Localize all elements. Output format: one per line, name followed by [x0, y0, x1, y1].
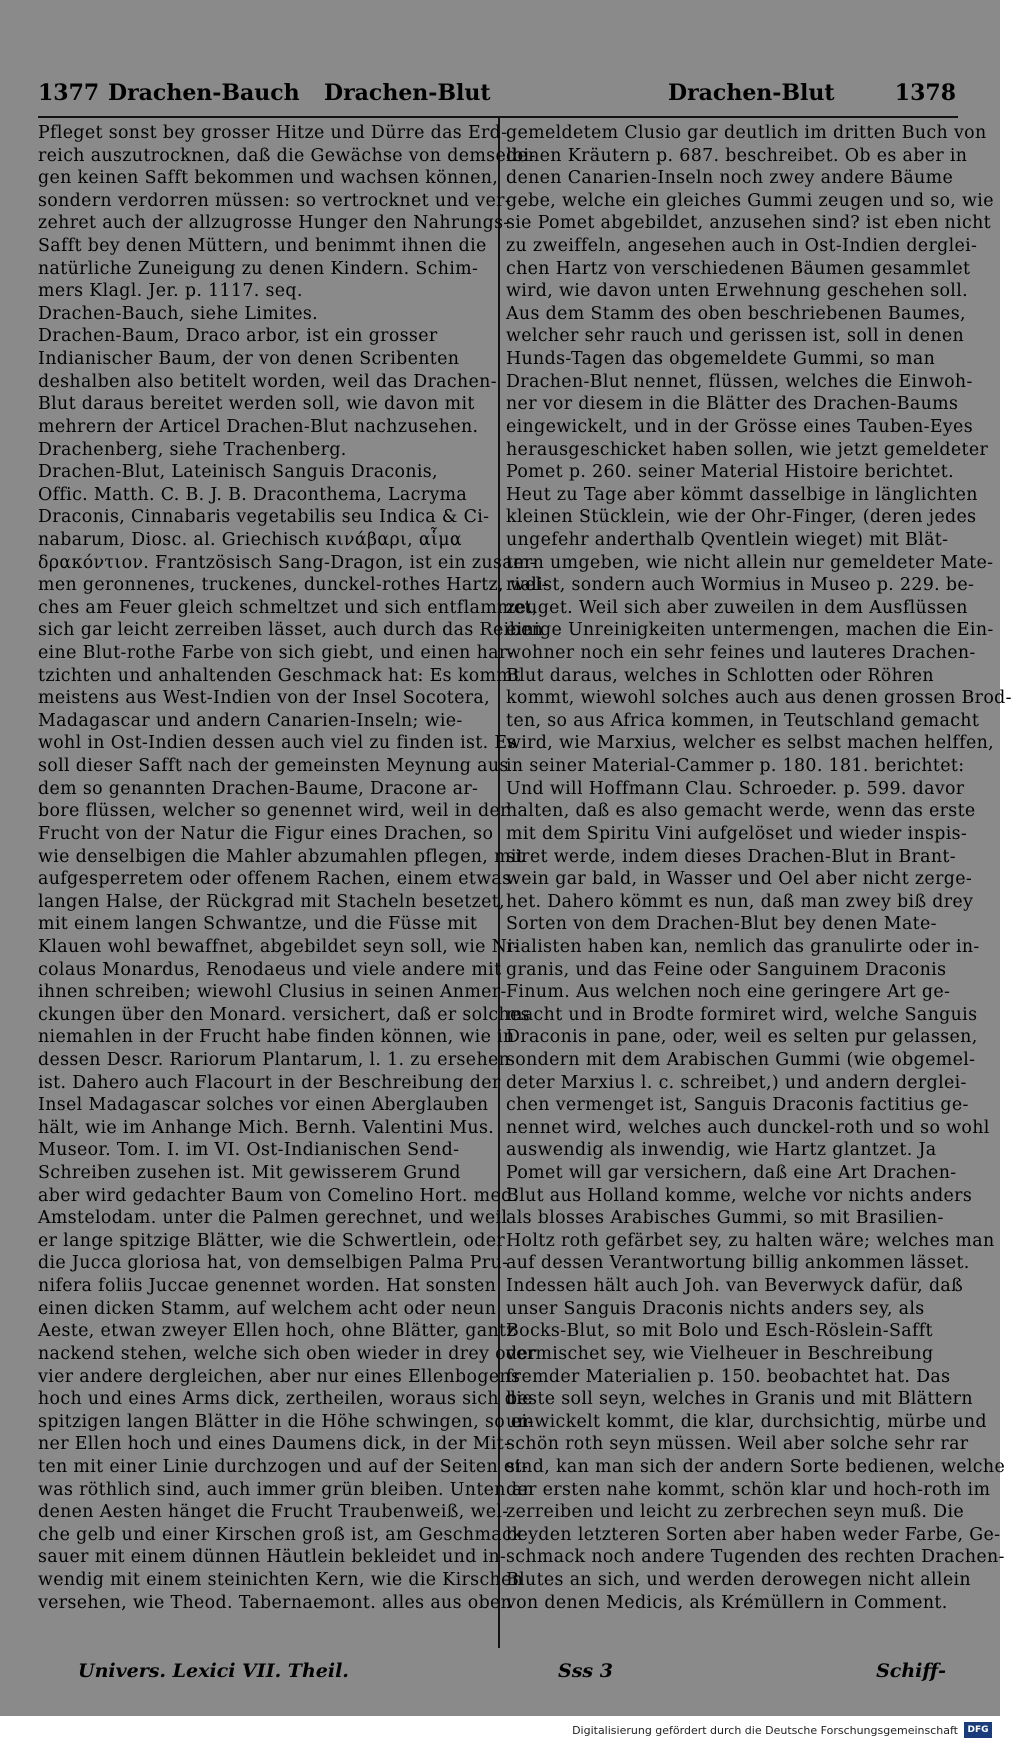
text-line: Klauen wohl bewaffnet, abgebildet seyn soll, wie Ni- [38, 936, 520, 957]
text-line: men geronnenes, truckenes, dunckel-rothes Hartz, wel- [38, 575, 548, 596]
left-header-word: Drachen-Bauch [108, 80, 300, 106]
text-line: kommt, wiewohl solches auch aus denen grossen Brod- [506, 688, 1012, 709]
text-line: halten, daß es also gemacht werde, wenn das erste [506, 801, 976, 822]
text-line: chen Hartz von verschiedenen Bäumen gesammlet [506, 258, 971, 279]
left-page-number: 1377 [38, 80, 100, 106]
text-line: schmack noch andere Tugenden des rechten Drachen- [506, 1547, 1005, 1568]
text-line: denen Kräutern p. 687. beschreibet. Ob es aber in [506, 145, 968, 166]
text-line: Aeste, etwan zweyer Ellen hoch, ohne Blätter, gantz [38, 1321, 516, 1342]
text-line: langen Halse, der Rückgrad mit Stacheln besetzet, [38, 891, 505, 912]
text-line: granis, und das Feine oder Sanguinem Draconis [506, 959, 947, 980]
text-line: beste soll seyn, welches in Granis und mit Blättern [506, 1389, 973, 1410]
credit-bar [0, 1716, 1000, 1746]
text-line: auf dessen Verantwortung billig ankommen lässet. [506, 1253, 970, 1274]
right-page-number: 1378 [894, 80, 956, 106]
text-line: Und will Hoffmann Clau. Schroeder. p. 599. davor [506, 778, 965, 799]
text-line: Pomet will gar versichern, daß eine Art Drachen- [506, 1163, 957, 1184]
text-line: ckungen über den Monard. versichert, daß er solches [38, 1004, 530, 1025]
text-line: dem so genannten Drachen-Baume, Dracone ar- [38, 778, 479, 799]
text-line: wird, wie Marxius, welcher es selbst machen helffen, [506, 733, 995, 754]
text-line: chen vermenget ist, Sanguis Draconis factitius ge- [506, 1095, 969, 1116]
text-line: Sorten von dem Drachen-Blut bey denen Mate- [506, 914, 937, 935]
text-line: ihnen schreiben; wiewohl Clusius in seinen Anmer- [38, 982, 507, 1003]
text-line: wird, wie davon unten Erwehnung geschehen soll. [506, 281, 968, 302]
text-line: auswendig als inwendig, wie Hartz glantzet. Ja [506, 1140, 937, 1161]
text-line: ner Ellen hoch und eines Daumens dick, in der Mit- [38, 1434, 511, 1455]
text-line: aber wird gedachter Baum von Comelino Hort. med. [38, 1185, 519, 1206]
dfg-logo: DFG [964, 1722, 992, 1738]
signature-mark: Sss 3 [558, 1660, 613, 1682]
text-line: Heut zu Tage aber kömmt dasselbige in länglichten [506, 484, 978, 505]
text-line: ten, so aus Africa kommen, in Teutschland gemacht [506, 710, 980, 731]
text-line: sind, kan man sich der andern Sorte bedienen, welche [506, 1456, 1006, 1477]
right-header-word: Drachen-Blut [668, 80, 835, 106]
text-line: Madagascar und andern Canarien-Inseln; wie- [38, 710, 463, 731]
text-line: natürliche Zuneigung zu denen Kindern. Schim- [38, 258, 479, 279]
text-line: Museor. Tom. I. im VI. Ost-Indianischen Send- [38, 1140, 460, 1161]
text-line: Drachen-Baum, Draco arbor, ist ein grosser [38, 326, 438, 347]
text-line: nabarum, Diosc. al. Griechisch κινάβαρι, αἷμα [38, 529, 462, 550]
text-line: siret werde, indem dieses Drachen-Blut in Brant- [506, 846, 956, 867]
text-line: sondern verdorren müssen: so vertrocknet und ver- [38, 190, 511, 211]
text-line: in seiner Material-Cammer p. 180. 181. berichtet: [506, 756, 965, 777]
credit-text: Digitalisierung gefördert durch die Deutsche Forschungsgemeinschaft [572, 1724, 958, 1737]
signature-line: Univers. Lexici VII. Theil. [78, 1660, 349, 1682]
text-line: ches am Feuer gleich schmeltzet und sich entflammet, [38, 597, 538, 618]
text-line: Pfleget sonst bey grosser Hitze und Dürre das Erd- [38, 123, 508, 143]
text-line: Indessen hält auch Joh. van Beverwyck dafür, daß [506, 1276, 964, 1297]
text-line: tern umgeben, wie nicht allein nur gemeldeter Mate- [506, 552, 994, 573]
text-line: Pomet p. 260. seiner Material Histoire berichtet. [506, 462, 954, 483]
text-line: zehret auch der allzugrosse Hunger den Nahrungs- [38, 213, 510, 234]
text-line: ungefehr anderthalb Qventlein wieget) mit Blät- [506, 529, 949, 550]
text-line: ten mit einer Linie durchzogen und auf der Seiten et- [38, 1456, 529, 1477]
text-line: Draconis in pane, oder, weil es selten pur gelassen, [506, 1027, 978, 1048]
text-line: deter Marxius l. c. schreibet,) und andern derglei- [506, 1072, 967, 1093]
text-line: nackend stehen, welche sich oben wieder in drey oder [38, 1343, 537, 1364]
text-line: δρακόντιον. Frantzösisch Sang-Dragon, ist ein zusam- [38, 552, 537, 573]
text-line: wie denselbigen die Mahler abzumahlen pflegen, mit [38, 846, 525, 867]
text-line: aufgesperretem oder offenem Rachen, einem etwas [38, 869, 512, 890]
text-line: nennet wird, welches auch dunckel-roth und so wohl [506, 1117, 990, 1138]
catchword: Schiff- [876, 1660, 946, 1682]
text-line: sondern mit dem Arabischen Gummi (wie obgemel- [506, 1049, 976, 1070]
text-line: was röthlich sind, auch immer grün bleiben. Unten an [38, 1479, 534, 1500]
text-line: Finum. Aus welchen noch eine geringere Art ge- [506, 982, 951, 1003]
text-line: Amstelodam. unter die Palmen gerechnet, und weil [38, 1208, 508, 1229]
text-line: macht und in Brodte formiret wird, welche Sanguis [506, 1004, 978, 1025]
text-line: sich gar leicht zerreiben lässet, auch durch das Reiben [38, 620, 544, 641]
text-line: fremder Materialien p. 150. beobachtet hat. Das [506, 1366, 951, 1387]
text-line: Frucht von der Natur die Figur eines Drachen, so [38, 823, 494, 844]
text-line: von denen Medicis, als Krémüllern in Comment. [506, 1592, 948, 1613]
text-line: mers Klagl. Jer. p. 1117. seq. [38, 281, 303, 302]
text-line: Aus dem Stamm des oben beschriebenen Baumes, [506, 303, 966, 324]
text-line: Bocks-Blut, so mit Bolo und Esch-Röslein-Safft [506, 1321, 933, 1342]
text-line: sauer mit einem dünnen Häutlein bekleidet und in- [38, 1547, 507, 1568]
text-line: zeuget. Weil sich aber zuweilen in dem Ausflüssen [506, 597, 968, 618]
text-line: mit dem Spiritu Vini aufgelöset und wieder inspis- [506, 823, 968, 844]
text-line: die Jucca gloriosa hat, von demselbigen Palma Pru- [38, 1253, 509, 1274]
text-line: ner vor diesem in die Blätter des Drachen-Baums [506, 394, 959, 415]
text-line: welcher sehr rauch und gerissen ist, soll in denen [506, 326, 965, 347]
text-line: beyden letzteren Sorten aber haben weder Farbe, Ge- [506, 1524, 1001, 1545]
text-line: rialisten haben kan, nemlich das granulirte oder in- [506, 936, 980, 957]
text-line: meistens aus West-Indien von der Insel Socotera, [38, 688, 490, 709]
text-line: einen dicken Stamm, auf welchem acht oder neun [38, 1298, 497, 1319]
text-line: herausgeschicket haben sollen, wie jetzt gemeldeter [506, 439, 989, 460]
text-line: wein gar bald, in Wasser und Oel aber nicht zerge- [506, 869, 973, 890]
text-line: Blutes an sich, und werden derowegen nicht allein [506, 1570, 971, 1590]
text-line: rialist, sondern auch Wormius in Museo p. 229. be- [506, 575, 975, 596]
text-line: colaus Monardus, Renodaeus und viele andere mit [38, 959, 502, 980]
text-line: versehen, wie Theod. Tabernaemont. alles aus oben [38, 1592, 513, 1613]
text-line: eingewickelt, und in der Grösse eines Tauben-Eyes [506, 416, 973, 437]
text-line: Blut daraus, welches in Schlotten oder Röhren [506, 665, 934, 686]
text-line: Insel Madagascar solches vor einen Aberglauben [38, 1095, 489, 1116]
text-line: reich auszutrocknen, daß die Gewächse von demselbi- [38, 145, 536, 166]
text-line: soll dieser Safft nach der gemeinsten Meynung aus [38, 756, 509, 777]
text-line: unser Sanguis Draconis nichts anders sey, als [506, 1298, 925, 1319]
text-line: denen Aesten hänget die Frucht Traubenweiß, wel- [38, 1502, 509, 1523]
text-line: vier andere dergleichen, aber nur eines Ellenbogens [38, 1366, 521, 1387]
text-line: zu zweiffeln, angesehen auch in Ost-Indien derglei- [506, 236, 978, 257]
text-line: Hunds-Tagen das obgemeldete Gummi, so man [506, 349, 936, 370]
text-line: Blut daraus bereitet werden soll, wie davon mit [38, 394, 475, 415]
text-line: Drachen-Blut, Lateinisch Sanguis Draconis, [38, 462, 438, 483]
text-line: che gelb und einer Kirschen groß ist, am Geschmack [38, 1524, 523, 1545]
text-line: der ersten nahe kommt, schön klar und hoch-roth im [506, 1479, 991, 1500]
text-line: Safft bey denen Müttern, und benimmt ihnen die [38, 236, 487, 257]
text-line: wendig mit einem steinichten Kern, wie die Kirschen [38, 1570, 524, 1590]
text-line: Drachen-Bauch, siehe Limites. [38, 303, 319, 324]
text-line: vermischet sey, wie Vielheuer in Beschreibung [506, 1343, 934, 1364]
text-line: schön roth seyn müssen. Weil aber solche sehr rar [506, 1434, 969, 1455]
text-line: eine Blut-rothe Farbe von sich giebt, und einen har- [38, 643, 514, 664]
text-line: spitzigen langen Blätter in die Höhe schwingen, so ei- [38, 1411, 534, 1432]
text-line: Holtz roth gefärbet sey, zu halten wäre; welches man [506, 1230, 995, 1251]
text-line: zerreiben und leicht zu zerbrechen seyn muß. Die [506, 1502, 965, 1523]
text-line: bore flüssen, welcher so genennet wird, weil in der [38, 801, 509, 822]
text-line: deshalben also betitelt worden, weil das Drachen- [38, 371, 497, 392]
text-line: Drachenberg, siehe Trachenberg. [38, 439, 347, 460]
text-line: Indianischer Baum, der von denen Scribenten [38, 349, 460, 370]
text-line: ist. Dahero auch Flacourt in der Beschreibung der [38, 1072, 501, 1093]
text-line: umwickelt kommt, die klar, durchsichtig, mürbe und [506, 1411, 987, 1432]
text-line: einige Unreinigkeiten untermengen, machen die Ein- [506, 620, 994, 641]
text-line: sie Pomet abgebildet, anzusehen sind? ist eben nicht [506, 213, 991, 234]
text-line: gen keinen Safft bekommen und wachsen können, [38, 168, 499, 189]
text-line: wohl in Ost-Indien dessen auch viel zu finden ist. Es [38, 733, 517, 754]
text-line: nifera foliis Juccae genennet worden. Hat sonsten [38, 1276, 497, 1297]
center-header-word: Drachen-Blut [324, 80, 491, 106]
text-line: gemeldetem Clusio gar deutlich im dritten Buch von [506, 123, 987, 143]
text-line: kleinen Stücklein, wie der Ohr-Finger, (deren jedes [506, 507, 977, 528]
text-line: Draconis, Cinnabaris vegetabilis seu Indica & Ci- [38, 507, 490, 528]
text-line: gebe, welche ein gleiches Gummi zeugen und so, wie [506, 190, 994, 211]
text-line: Drachen-Blut nennet, flüssen, welches die Einwoh- [506, 371, 973, 392]
text-line: Schreiben zusehen ist. Mit gewisserem Grund [38, 1163, 461, 1184]
text-line: tzichten und anhaltenden Geschmack hat: Es kommt [38, 665, 521, 686]
text-line: hoch und eines Arms dick, zertheilen, woraus sich die [38, 1389, 533, 1410]
text-line: het. Dahero kömmt es nun, daß man zwey biß drey [506, 891, 974, 912]
text-line: wohner noch ein sehr feines und lauteres Drachen- [506, 643, 976, 664]
text-line: als blosses Arabisches Gummi, so mit Brasilien- [506, 1208, 944, 1229]
text-line: niemahlen in der Frucht habe finden können, wie in [38, 1027, 515, 1048]
text-line: Offic. Matth. C. B. J. B. Draconthema, Lacryma [38, 484, 468, 505]
left-column [38, 122, 548, 1614]
text-line: denen Canarien-Inseln noch zwey andere Bäume [506, 168, 954, 189]
right-column [506, 122, 1012, 1614]
text-line: er lange spitzige Blätter, wie die Schwertlein, oder [38, 1230, 506, 1251]
text-line: Blut aus Holland komme, welche vor nichts anders [506, 1185, 973, 1206]
text-line: dessen Descr. Rariorum Plantarum, l. 1. zu ersehen [38, 1049, 511, 1070]
text-line: mehrern der Articel Drachen-Blut nachzusehen. [38, 416, 479, 437]
page-footer [38, 1660, 956, 1688]
running-header [38, 80, 956, 112]
text-line: hält, wie im Anhange Mich. Bernh. Valentini Mus. [38, 1117, 495, 1138]
text-line: mit einem langen Schwantze, und die Füsse mit [38, 914, 478, 935]
